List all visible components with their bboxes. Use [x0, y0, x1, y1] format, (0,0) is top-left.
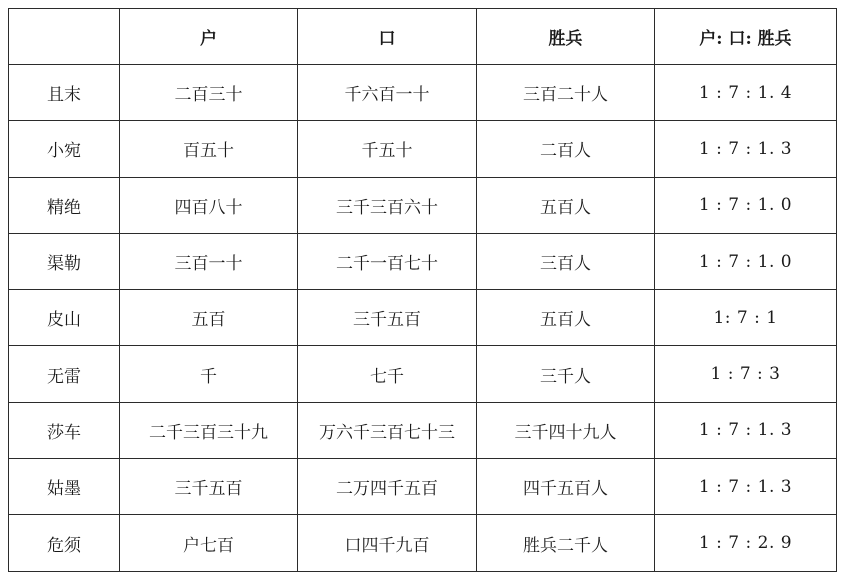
state-name-cell: 皮山 — [9, 290, 120, 346]
table-row — [9, 65, 837, 121]
ratio-cell: 1: 7 : 1 — [655, 290, 837, 346]
ratio-cell: 1 : 7 : 1. 3 — [655, 402, 837, 458]
header-ratio: 户: 口: 胜兵 — [655, 9, 837, 65]
state-name-cell: 小宛 — [9, 121, 120, 177]
state-name-cell: 无雷 — [9, 346, 120, 402]
header-corner-cell — [9, 9, 120, 65]
soldiers-cell: 三千人 — [477, 346, 655, 402]
soldiers-cell: 三百二十人 — [477, 65, 655, 121]
state-name-cell: 且末 — [9, 65, 120, 121]
population-cell: 千六百一十 — [298, 65, 477, 121]
table-row — [9, 402, 837, 458]
population-cell: 万六千三百七十三 — [298, 402, 477, 458]
table-row — [9, 121, 837, 177]
households-cell: 百五十 — [120, 121, 298, 177]
state-name-cell: 危须 — [9, 515, 120, 571]
population-cell: 二千一百七十 — [298, 233, 477, 289]
header-soldiers: 胜兵 — [477, 9, 655, 65]
population-cell: 二万四千五百 — [298, 459, 477, 515]
soldiers-cell: 四千五百人 — [477, 459, 655, 515]
households-cell: 五百 — [120, 290, 298, 346]
table-row — [9, 346, 837, 402]
ratio-cell: 1 : 7 : 1. 3 — [655, 121, 837, 177]
households-cell: 三百一十 — [120, 233, 298, 289]
table-row — [9, 290, 837, 346]
header-population: 口 — [298, 9, 477, 65]
table-row — [9, 515, 837, 571]
soldiers-cell: 五百人 — [477, 177, 655, 233]
households-cell: 户七百 — [120, 515, 298, 571]
state-name-cell: 渠勒 — [9, 233, 120, 289]
households-cell: 四百八十 — [120, 177, 298, 233]
state-name-cell: 姑墨 — [9, 459, 120, 515]
ratio-cell: 1 : 7 : 3 — [655, 346, 837, 402]
household-population-table — [8, 8, 837, 572]
table-row — [9, 459, 837, 515]
population-cell: 口四千九百 — [298, 515, 477, 571]
population-cell: 三千五百 — [298, 290, 477, 346]
table-row — [9, 177, 837, 233]
population-cell: 七千 — [298, 346, 477, 402]
header-households: 户 — [120, 9, 298, 65]
ratio-cell: 1 : 7 : 2. 9 — [655, 515, 837, 571]
ratio-cell: 1 : 7 : 1. 0 — [655, 177, 837, 233]
households-cell: 二千三百三十九 — [120, 402, 298, 458]
households-cell: 三千五百 — [120, 459, 298, 515]
header-row — [9, 9, 837, 65]
ratio-cell: 1 : 7 : 1. 4 — [655, 65, 837, 121]
ratio-cell: 1 : 7 : 1. 0 — [655, 233, 837, 289]
state-name-cell: 精绝 — [9, 177, 120, 233]
population-cell: 三千三百六十 — [298, 177, 477, 233]
soldiers-cell: 三百人 — [477, 233, 655, 289]
soldiers-cell: 二百人 — [477, 121, 655, 177]
soldiers-cell: 五百人 — [477, 290, 655, 346]
soldiers-cell: 胜兵二千人 — [477, 515, 655, 571]
households-cell: 千 — [120, 346, 298, 402]
population-cell: 千五十 — [298, 121, 477, 177]
ratio-cell: 1 : 7 : 1. 3 — [655, 459, 837, 515]
soldiers-cell: 三千四十九人 — [477, 402, 655, 458]
state-name-cell: 莎车 — [9, 402, 120, 458]
table-row — [9, 233, 837, 289]
households-cell: 二百三十 — [120, 65, 298, 121]
